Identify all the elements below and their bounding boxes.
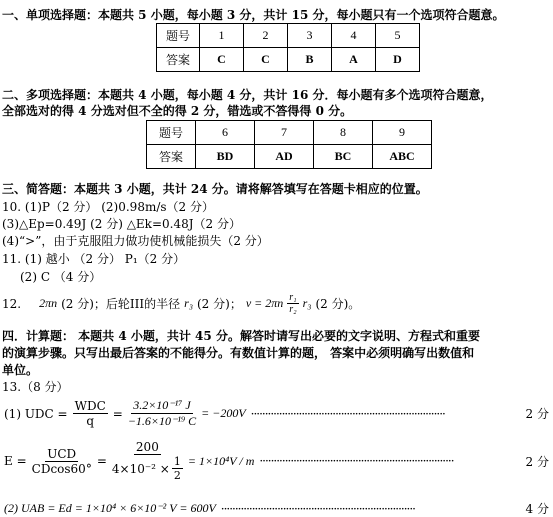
equation-1: (1) UDC = $\frac{\text{WDC}}{q}$ = $\frac{\text{3.2×10⁻¹⁷ J}}{\text{−1.6×10⁻¹⁹ C}}$ = −200V ····································································· 2 分 [4, 398, 549, 428]
answer-10-line1: 10. (1)P（2 分） (2)0.98m/s（2 分） [2, 200, 214, 214]
table-cell: C [244, 48, 288, 72]
section4-heading-line2: 的演算步骤。只写出最后答案的不能得分。有数值计算的题， 答案中必须明确写出数值和 [2, 346, 475, 360]
table-cell: 5 [376, 24, 420, 48]
section3-heading: 三、简答题：本题共 3 小题，共计 24 分。请将解答填写在答题卡相应的位置。 [2, 182, 428, 196]
answer-11-line1: 11. (1) 越小 （2 分） P₁（2 分） [2, 252, 186, 266]
table-cell: 7 [255, 121, 314, 145]
eq1-result: = −200V [201, 406, 246, 420]
table-cell: 1 [200, 24, 244, 48]
table-row [157, 48, 420, 72]
eq2-score: 2 分 [525, 454, 549, 469]
eq1-fraction-2: $\frac{\text{3.2×10⁻¹⁷ J}}{\text{−1.6×10⁻¹⁹ C}}$ [127, 398, 197, 428]
eq1-fraction-1: $\frac{\text{WDC}}{q}$ [74, 399, 106, 428]
table-cell: ABC [373, 145, 432, 169]
table-cell: A [332, 48, 376, 72]
answer-12-v: v = 2πn [245, 296, 284, 310]
answer-10-line3: (4)“>”，由于克服阻力做功使机械能损失（2 分） [2, 234, 269, 248]
eq3-text: (2) UAB = Ed = 1×10⁴ × 6×10⁻² V = 600V [4, 501, 216, 515]
answer-12-text-b: (2 分)；后轮III的半径 [61, 297, 181, 311]
section4-heading-line3: 单位。 [2, 363, 39, 377]
section2-heading-line1: 二、多项选择题：本题共 4 小题，每小题 4 分，共计 16 分．每小题有多个选项符合题意， [2, 88, 493, 102]
table-cell: BD [196, 145, 255, 169]
eq2-dots: ····································································· [259, 454, 454, 468]
table-cell: AD [255, 145, 314, 169]
table-cell: 6 [196, 121, 255, 145]
section1-answer-table [156, 23, 420, 72]
section2-answer-table [146, 120, 432, 169]
table-answer-label: 答案 [157, 48, 200, 72]
answer-12-end: (2 分)。 [315, 297, 361, 311]
section1-heading: 一、单项选择题：本题共 5 小题，每小题 3 分，共计 15 分，每小题只有一个选项符合题意。 [2, 8, 505, 22]
eq1-score: 2 分 [525, 407, 549, 421]
eq1-dots: ····································································· [250, 406, 445, 421]
answer-11-line2: (2) C （4 分） [20, 270, 102, 284]
eq3-dots: ····································································· [220, 501, 415, 516]
answer-12-line [2, 292, 360, 315]
table-header-label: 题号 [157, 24, 200, 48]
section2-heading-line2: 全部选对的得 4 分选对但不全的得 2 分，错选或不答得得 0 分。 [2, 104, 353, 118]
table-cell: 8 [314, 121, 373, 145]
section4-heading-line1: 四．计算题： 本题共 4 小题，共计 45 分。解答时请写出必要的文字说明、方程式和重要 [2, 329, 480, 343]
table-cell: 4 [332, 24, 376, 48]
answer-12-term-a: 2πn [39, 296, 58, 310]
table-cell: D [376, 48, 420, 72]
answer-12-r3: r₃ [184, 296, 193, 310]
table-row [147, 121, 432, 145]
answer-12-text-c: (2 分)； [197, 297, 242, 311]
eq2-half: $\frac{1}{2}$ [173, 455, 181, 482]
answer-12-tail: r₃ [302, 296, 312, 310]
equation-2: E = $\frac{\text{UCD}}{CDcos60^\circ}$ = 200 4×10⁻² × $\frac{1}{2}$ = 1×10⁴V / m ····································································· 2 分 [4, 440, 549, 482]
table-cell: 3 [288, 24, 332, 48]
answer-12-number: 12. [2, 296, 22, 311]
table-row [147, 145, 432, 169]
table-cell: 9 [373, 121, 432, 145]
answer-10-line2: (3)△Ep=0.49J (2 分) △Ek=0.48J（2 分） [2, 217, 241, 231]
equation-3 [4, 500, 549, 517]
eq2-fraction-2: 200 4×10⁻² × $\frac{1}{2}$ [111, 440, 181, 482]
table-cell: 2 [244, 24, 288, 48]
table-cell: C [200, 48, 244, 72]
eq3-score: 4 分 [525, 502, 549, 516]
question-13-label: 13.（8 分） [2, 380, 69, 394]
answer-12-fraction: $\frac{\text{r₁}}{\text{r₂}}$ [289, 292, 297, 315]
table-header-label: 题号 [147, 121, 196, 145]
eq2-result: = 1×10⁴V / m [187, 453, 255, 468]
table-answer-label: 答案 [147, 145, 196, 169]
table-cell: BC [314, 145, 373, 169]
eq2-fraction-1: $\frac{\text{UCD}}{CDcos60^\circ}$ [31, 446, 92, 476]
eq1-label: (1) UDC = [4, 406, 68, 421]
eq2-label: E = [4, 454, 27, 468]
table-cell: B [288, 48, 332, 72]
table-row [157, 24, 420, 48]
